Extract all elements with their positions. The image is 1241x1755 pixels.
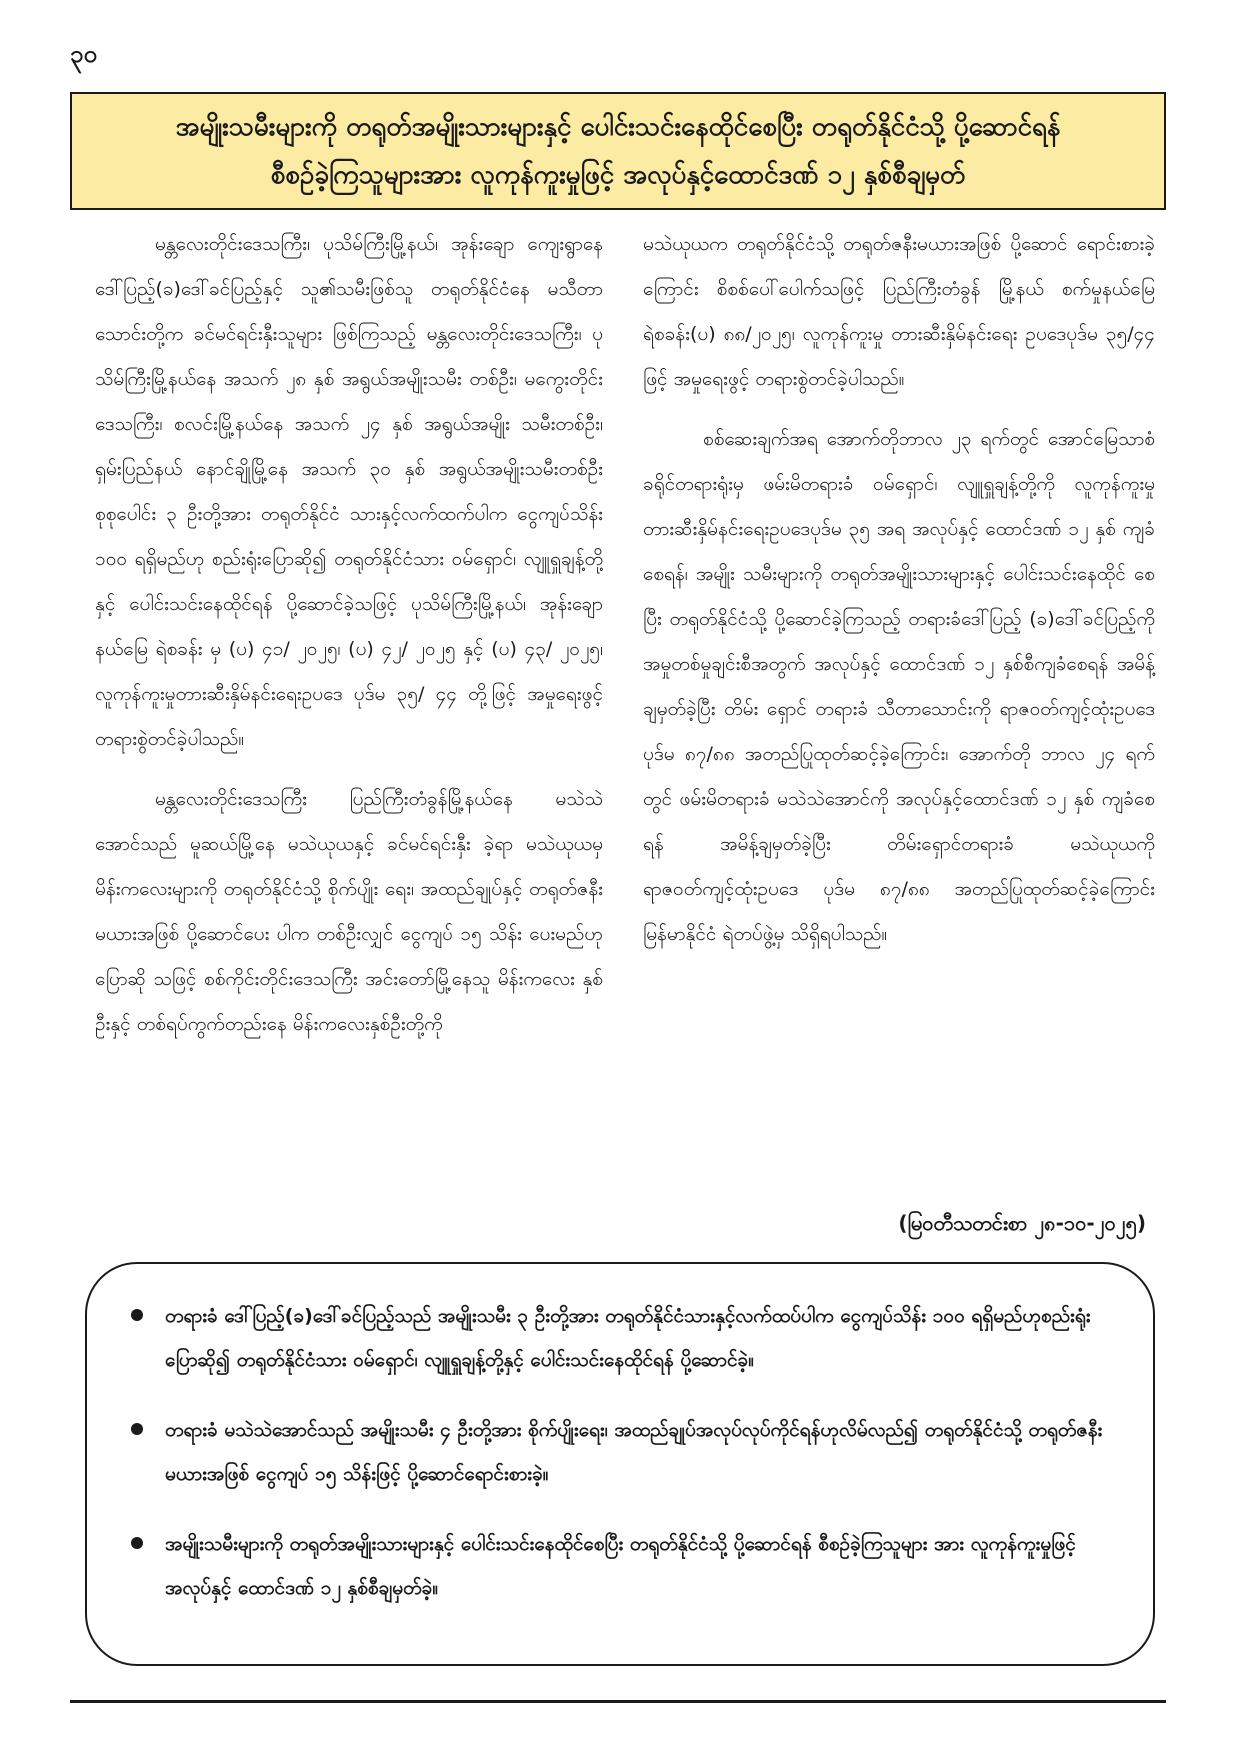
summary-item-text: တရားခံ မသဲသဲအောင်သည် အမျိုးသမီး ၄ ဦးတို့အား စိုက်ပျိုးရေး၊ အထည်ချုပ်အလုပ်လုပ်ကိုင်ရန်ဟုလိမ်လည်၍ တရုတ်နိုင်ငံသို့ တရုတ်ဇနီးမယားအဖြစ် ငွေကျပ် ၁၅ သိန်းဖြင့် ပို့ဆောင်ရောင်းစားခဲ့။ [165, 1419, 1103, 1485]
article-body [95, 222, 1155, 1232]
bottom-divider [70, 1700, 1166, 1703]
article-left-column [95, 222, 603, 1232]
headline-line-1: အမျိုးသမီးများကို တရုတ်အမျိုးသားများနှင့် ပေါင်းသင်းနေထိုင်စေပြီး တရုတ်နိုင်ငံသို့ ပို့ဆောင်ရန် [175, 112, 1061, 142]
source-citation: (မြဝတီသတင်းစာ ၂၈-၁၀-၂၀၂၅) [898, 1211, 1146, 1235]
article-right-column [643, 222, 1155, 1232]
article-paragraph: စစ်ဆေးချက်အရ အောက်တိုဘာလ ၂၃ ရက်တွင် အောင်မြေသာစံခရိုင်တရားရုံးမှ ဖမ်းမိတရားခံ ဝမ်ရှောင်၊ လျူရှူချန့်တို့ကို လူကုန်ကူးမှုတားဆီးနှိမ်နင်းရေးဥပဒေပုဒ်မ ၃၅ အရ အလုပ်နှင့် ထောင်ဒဏ် ၁၂ နှစ် ကျခံစေရန်၊ အမျိုး သမီးများကို တရုတ်အမျိုးသားများနှင့် ပေါင်းသင်းနေထိုင် စေပြီး တရုတ်နိုင်ငံသို့ ပို့ဆောင်ခဲ့ကြသည့် တရားခံဒေါ်ပြည့် (ခ)ဒေါ်ခင်ပြည့်ကို အမှုတစ်မှုချင်းစီအတွက် အလုပ်နှင့် ထောင်ဒဏ် ၁၂ နှစ်စီကျခံစေရန် အမိန့်ချမှတ်ခဲ့ပြီး တိမ်း ရှောင် တရားခံ သီတာသောင်းကို ရာဇဝတ်ကျင့်ထုံးဥပဒေ ပုဒ်မ ၈၇/၈၈ အတည်ပြုထုတ်ဆင့်ခဲ့ကြောင်း၊ အောက်တို ဘာလ ၂၄ ရက်တွင် ဖမ်းမိတရားခံ မသဲသဲအောင်ကို အလုပ်နှင့်ထောင်ဒဏ် ၁၂ နှစ် ကျခံစေရန် အမိန့်ချမှတ်ခဲ့ပြီး တိမ်းရှောင်တရားခံ မသဲယုယကို ရာဇဝတ်ကျင့်ထုံးဥပဒေ ပုဒ်မ ၈၇/၈၈ အတည်ပြုထုတ်ဆင့်ခဲ့ကြောင်း မြန်မာနိုင်ငံ ရဲတပ်ဖွဲ့မှ သိရှိရပါသည်။ [643, 428, 1155, 945]
headline-box [70, 92, 1166, 210]
summary-item-text: အမျိုးသမီးများကို တရုတ်အမျိုးသားများနှင့် ပေါင်းသင်းနေထိုင်စေပြီး တရုတ်နိုင်ငံသို့ ပို့ဆောင်ရန် စီစဉ်ခဲ့ကြသူများ အား လူကုန်ကူးမှုဖြင့် အလုပ်နှင့် ထောင်ဒဏ် ၁၂ နှစ်စီချမှတ်ခဲ့။ [165, 1533, 1076, 1599]
summary-item [131, 1294, 1109, 1382]
bullet-icon [131, 1423, 143, 1435]
page-number: ၃၀ [70, 40, 97, 68]
headline-line-2: စီစဉ်ခဲ့ကြသူများအား လူကုန်ကူးမှုဖြင့် အလုပ်နှင့်ထောင်ဒဏ် ၁၂ နှစ်စီချမှတ် [270, 160, 966, 190]
article-paragraph: မသဲယုယက တရုတ်နိုင်ငံသို့ တရုတ်ဇနီးမယားအဖြစ် ပို့ဆောင် ရောင်းစားခဲ့ကြောင်း စိစစ်ပေါ်ပေါက်သဖြင့် ပြည်ကြီးတံခွန် မြို့နယ် စက်မှုနယ်မြေရဲစခန်း(ပ) ၈၈/၂၀၂၅၊ လူကုန်ကူးမှု တားဆီးနှိမ်နင်းရေး ဥပဒေပုဒ်မ ၃၅/၄၄ ဖြင့် အမှုရေးဖွင့် တရားစွဲတင်ခဲ့ပါသည်။ [643, 233, 1155, 390]
article-paragraph: မန္တလေးတိုင်းဒေသကြီး ပြည်ကြီးတံခွန်မြို့နယ်နေ မသဲသဲအောင်သည် မူဆယ်မြို့နေ မသဲယုယနှင့် ခင်မင်ရင်းနှီး ခဲ့ရာ မသဲယုယမှ မိန်းကလေးများကို တရုတ်နိုင်ငံသို့ စိုက်ပျိုး ရေး၊ အထည်ချုပ်နှင့် တရုတ်ဇနီးမယားအဖြစ် ပို့ဆောင်ပေး ပါက တစ်ဦးလျှင် ငွေကျပ် ၁၅ သိန်း ပေးမည်ဟု ပြောဆို သဖြင့် စစ်ကိုင်းတိုင်းဒေသကြီး အင်းတော်မြို့နေသူ မိန်းကလေး နှစ်ဦးနှင့် တစ်ရပ်ကွက်တည်းနေ မိန်းကလေးနှစ်ဦးတို့ကို [95, 788, 603, 1035]
bullet-icon [131, 1537, 143, 1549]
summary-list [131, 1294, 1109, 1610]
summary-item [131, 1522, 1109, 1610]
summary-box [85, 1262, 1155, 1666]
bullet-icon [131, 1309, 143, 1321]
article-paragraph: မန္တလေးတိုင်းဒေသကြီး၊ ပုသိမ်ကြီးမြို့နယ်၊ အုန်းချော ကျေးရွာနေ ဒေါ်ပြည့်(ခ)ဒေါ်ခင်ပြည့်နှင့် သူ၏သမီးဖြစ်သူ တရုတ်နိုင်ငံနေ မသီတာသောင်းတို့က ခင်မင်ရင်းနှီးသူများ ဖြစ်ကြသည့် မန္တလေးတိုင်းဒေသကြီး၊ ပုသိမ်ကြီးမြို့နယ်နေ အသက် ၂၈ နှစ် အရွယ်အမျိုးသမီး တစ်ဦး၊ မကွေးတိုင်း ဒေသကြီး၊ စလင်းမြို့နယ်နေ အသက် ၂၄ နှစ် အရွယ်အမျိုး သမီးတစ်ဦး၊ ရှမ်းပြည်နယ် နောင်ချိုမြို့နေ အသက် ၃၀ နှစ် အရွယ်အမျိုးသမီးတစ်ဦး စုစုပေါင်း ၃ ဦးတို့အား တရုတ်နိုင်ငံ သားနှင့်လက်ထက်ပါက ငွေကျပ်သိန်း ၁၀၀ ရရှိမည်ဟု စည်းရုံးပြောဆို၍ တရုတ်နိုင်ငံသား ဝမ်ရှောင်၊ လျူရှူချန့်တို့ နှင့် ပေါင်းသင်းနေထိုင်ရန် ပို့ဆောင်ခဲ့သဖြင့် ပုသိမ်ကြီးမြို့နယ်၊ အုန်းချောနယ်မြေ ရဲစခန်း မှ (ပ) ၄၁/ ၂၀၂၅၊ (ပ) ၄၂/ ၂၀၂၅ နှင့် (ပ) ၄၃/ ၂၀၂၅၊ လူကုန်ကူးမှုတားဆီးနှိမ်နင်းရေးဥပဒေ ပုဒ်မ ၃၅/ ၄၄ တို့ဖြင့် အမှုရေးဖွင့် တရားစွဲတင်ခဲ့ပါသည်။ [95, 233, 603, 750]
summary-item-text: တရားခံ ဒေါ်ပြည့်(ခ)ဒေါ်ခင်ပြည့်သည် အမျိုးသမီး ၃ ဦးတို့အား တရုတ်နိုင်ငံသားနှင့်လက်ထပ်ပါက ငွေကျပ်သိန်း ၁၀၀ ရရှိမည်ဟုစည်းရုံးပြောဆို၍ တရုတ်နိုင်ငံသား ဝမ်ရှောင်၊ လျူရှူချန့်တို့နှင့် ပေါင်းသင်းနေထိုင်ရန် ပို့ဆောင်ခဲ့။ [165, 1305, 1091, 1371]
summary-item [131, 1408, 1109, 1496]
